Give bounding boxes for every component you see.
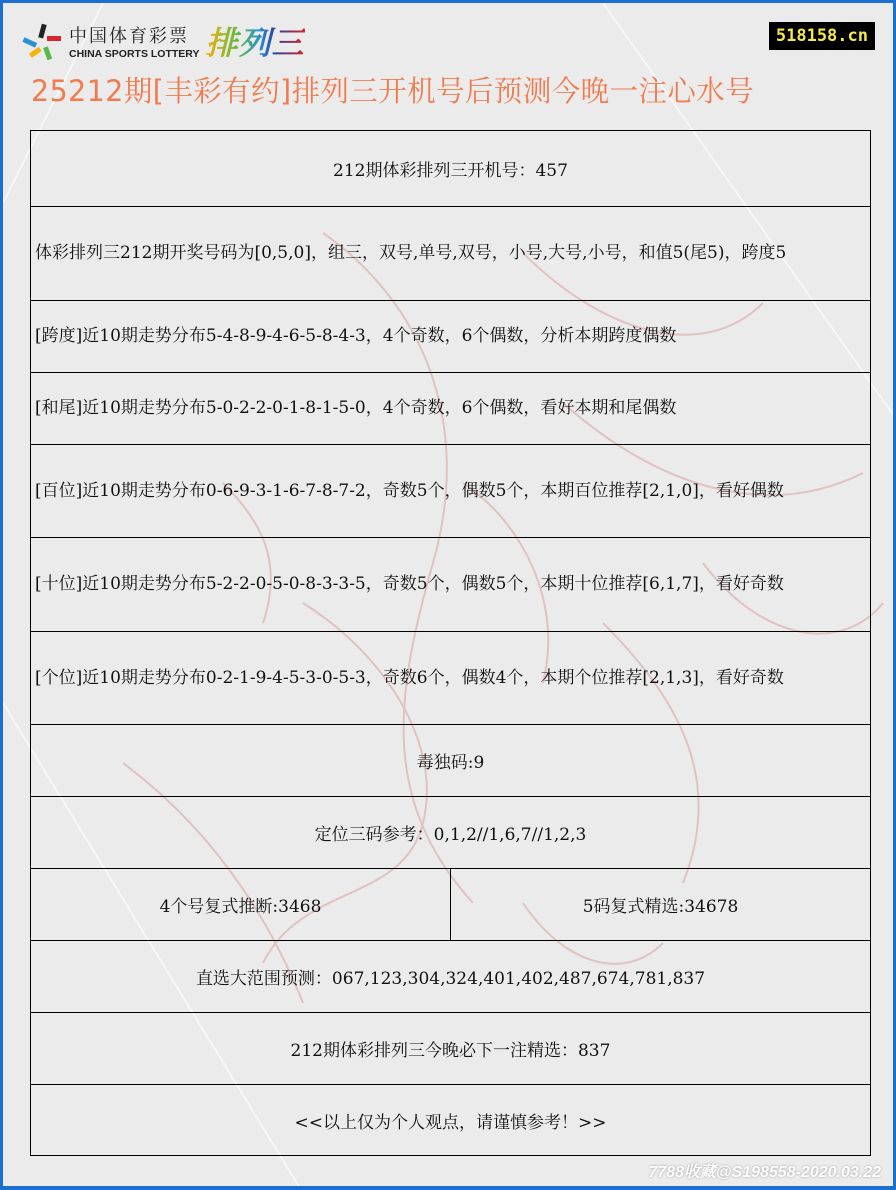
tonight-pick-text: 212期体彩排列三今晚必下一注精选：837 [290, 1041, 611, 1061]
direct-range-prediction-row [31, 940, 870, 1012]
direct-range-prediction-text: 直选大范围预测：067,123,304,324,401,402,487,674,781,837 [195, 969, 706, 989]
four-number-compound-text: 4个号复式推断:3468 [159, 897, 322, 917]
draw-result-row [31, 206, 870, 300]
position-three-codes-text: 定位三码参考：0,1,2//1,6,7//1,2,3 [314, 825, 587, 845]
units-analysis-row [31, 631, 870, 724]
china-sports-lottery-logo [21, 21, 305, 65]
logo-chinese-text: 中国体育彩票 [69, 26, 189, 47]
sum-tail-analysis-text: [和尾]近10期走势分布5-0-2-2-0-1-8-1-5-0，4个奇数，6个偶数，看好本期和尾偶数 [35, 398, 677, 418]
span-analysis-row [31, 300, 870, 372]
game-name-logo: 排列三 [205, 24, 305, 62]
sum-tail-analysis-row [31, 372, 870, 444]
tens-analysis-text: [十位]近10期走势分布5-2-2-0-5-0-8-3-3-5，奇数5个，偶数5个，本期十位推荐[6,1,7]，看好奇数 [35, 574, 784, 594]
tonight-pick-row [31, 1012, 870, 1084]
site-badge-link[interactable]: 518158.cn [769, 22, 875, 50]
five-code-compound-text: 5码复式精选:34678 [582, 897, 739, 917]
units-analysis-text: [个位]近10期走势分布0-2-1-9-4-5-3-0-5-3，奇数6个，偶数4个，本期个位推荐[2,1,3]，看好奇数 [35, 667, 784, 688]
five-code-compound-cell [450, 869, 870, 940]
opening-number-row [31, 131, 870, 206]
watermark: 7788收藏@S198558-2020.03.22 [648, 1164, 881, 1181]
logo-english-text: CHINA SPORTS LOTTERY [69, 48, 200, 60]
span-analysis-text: [跨度]近10期走势分布5-4-8-9-4-6-5-8-4-3，4个奇数，6个偶数，分析本期跨度偶数 [35, 326, 677, 346]
prediction-table [30, 130, 871, 1156]
draw-result-text: 体彩排列三212期开奖号码为[0,5,0]，组三，双号,单号,双号，小号,大号,小号，和值5(尾5)，跨度5 [35, 243, 787, 263]
single-code-row [31, 724, 870, 796]
disclaimer-row [31, 1084, 870, 1155]
position-three-codes-row [31, 796, 870, 868]
single-code-text: 毒独码:9 [416, 753, 485, 773]
hundreds-analysis-row [31, 444, 870, 537]
tens-analysis-row [31, 537, 870, 631]
page-title: 25212期[丰彩有约]排列三开机号后预测今晚一注心水号 [31, 74, 755, 108]
four-number-compound-cell [31, 869, 450, 940]
hundreds-analysis-text: [百位]近10期走势分布0-6-9-3-1-6-7-8-7-2，奇数5个，偶数5个，本期百位推荐[2,1,0]，看好偶数 [35, 480, 784, 501]
lottery-star-icon [21, 22, 63, 64]
disclaimer-text: <<以上仅为个人观点，请谨慎参考！>> [294, 1112, 607, 1133]
opening-number-text: 212期体彩排列三开机号：457 [333, 161, 568, 181]
header [3, 3, 893, 133]
compound-picks-row [31, 868, 870, 940]
